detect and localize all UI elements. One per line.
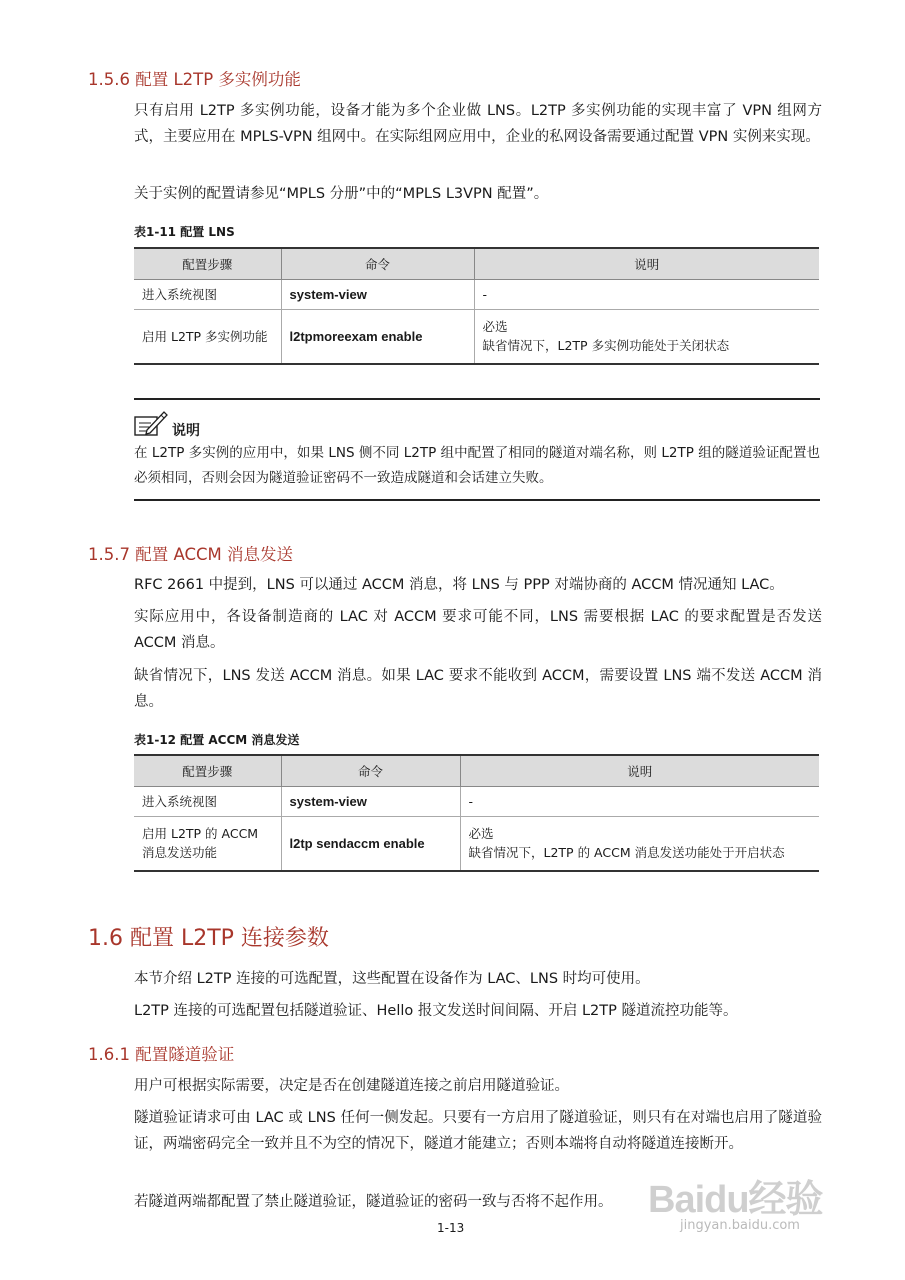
table-row: [134, 787, 819, 817]
cell-step: 启用 L2TP 多实例功能: [134, 310, 281, 364]
cell-description: [474, 310, 819, 364]
section-1-5-7-paragraph-2: 实际应用中，各设备制造商的 LAC 对 ACCM 要求可能不同，LNS 需要根据 LAC 的要求配置是否发送 ACCM 消息。: [134, 609, 822, 651]
header-command: 命令: [281, 755, 460, 787]
cell-command: system-view: [281, 787, 460, 817]
cell-step: 进入系统视图: [134, 787, 281, 817]
cell-step: 启用 L2TP 的 ACCM 消息发送功能: [134, 817, 281, 871]
section-1-6-1-paragraph-2: 隧道验证请求可由 LAC 或 LNS 任何一侧发起。只要有一方启用了隧道验证，则只有在对端也启用了隧道验证，两端密码完全一致并且不为空的情况下，隧道才能建立；否则本端将自动将隧道连接断开。: [134, 1110, 822, 1152]
note-text: 在 L2TP 多实例的应用中，如果 LNS 侧不同 L2TP 组中配置了相同的隧道对端名称，则 L2TP 组的隧道验证配置也必须相同，否则会因为隧道验证密码不一致造成隧道和会话建立失败。: [134, 445, 820, 486]
note-pencil-icon: [134, 408, 168, 438]
description-default: 缺省情况下，L2TP 的 ACCM 消息发送功能处于开启状态: [468, 845, 785, 861]
section-1-5-7-paragraph-3: 缺省情况下，LNS 发送 ACCM 消息。如果 LAC 要求不能收到 ACCM，需要设置 LNS 端不发送 ACCM 消息。: [134, 668, 822, 710]
description-default: 缺省情况下，L2TP 多实例功能处于关闭状态: [482, 338, 730, 354]
header-step: 配置步骤: [134, 755, 281, 787]
table-header-row: [134, 248, 819, 280]
table-1-11-caption: 表1-11 配置 LNS: [134, 225, 235, 239]
baidu-watermark-logo: Baidu经验: [648, 1179, 823, 1221]
section-1-6-1-paragraph-1: 用户可根据实际需要，决定是否在创建隧道连接之前启用隧道验证。: [134, 1078, 569, 1094]
section-1-5-6-title: 1.5.6 配置 L2TP 多实例功能: [88, 70, 301, 89]
cell-command: system-view: [281, 280, 474, 310]
cell-command: l2tpmoreexam enable: [281, 310, 474, 364]
section-1-5-7-title: 1.5.7 配置 ACCM 消息发送: [88, 545, 293, 564]
cell-step: 进入系统视图: [134, 280, 281, 310]
cell-description: -: [474, 280, 819, 310]
header-description: 说明: [460, 755, 819, 787]
header-step: 配置步骤: [134, 248, 281, 280]
note-box: [134, 398, 820, 501]
note-title: 说明: [172, 423, 200, 439]
table-row: [134, 310, 819, 364]
section-1-6-paragraph-2: L2TP 连接的可选配置包括隧道验证、Hello 报文发送时间间隔、开启 L2TP 隧道流控功能等。: [134, 1003, 738, 1019]
page-number: 1-13: [437, 1221, 465, 1235]
section-1-6-1-paragraph-3: 若隧道两端都配置了禁止隧道验证，隧道验证的密码一致与否将不起作用。: [134, 1194, 613, 1210]
section-1-5-6-paragraph-2: 关于实例的配置请参见“MPLS 分册”中的“MPLS L3VPN 配置”。: [134, 186, 549, 202]
cell-description: -: [460, 787, 819, 817]
section-1-5-6-paragraph-1: 只有启用 L2TP 多实例功能，设备才能为多个企业做 LNS。L2TP 多实例功能的实现丰富了 VPN 组网方式，主要应用在 MPLS-VPN 组网中。在实际组网应用中，企业的私网设备需要通过配置 VPN 实例来实现。: [134, 103, 822, 145]
cell-description: [460, 817, 819, 871]
table-1-11: [134, 247, 819, 365]
section-1-5-7-paragraph-1: RFC 2661 中提到，LNS 可以通过 ACCM 消息，将 LNS 与 PPP 对端协商的 ACCM 情况通知 LAC。: [134, 577, 784, 593]
table-row: [134, 817, 819, 871]
header-description: 说明: [474, 248, 819, 280]
baidu-watermark-url: jingyan.baidu.com: [680, 1218, 800, 1233]
cell-command: l2tp sendaccm enable: [281, 817, 460, 871]
description-required: 必选: [468, 826, 494, 842]
section-1-6-title: 1.6 配置 L2TP 连接参数: [88, 926, 329, 951]
table-1-12-caption: 表1-12 配置 ACCM 消息发送: [134, 733, 300, 747]
table-row: [134, 280, 819, 310]
header-command: 命令: [281, 248, 474, 280]
section-1-6-1-title: 1.6.1 配置隧道验证: [88, 1045, 235, 1064]
table-header-row: [134, 755, 819, 787]
table-1-12: [134, 754, 819, 872]
section-1-6-paragraph-1: 本节介绍 L2TP 连接的可选配置，这些配置在设备作为 LAC、LNS 时均可使用。: [134, 971, 650, 987]
description-required: 必选: [482, 319, 508, 335]
